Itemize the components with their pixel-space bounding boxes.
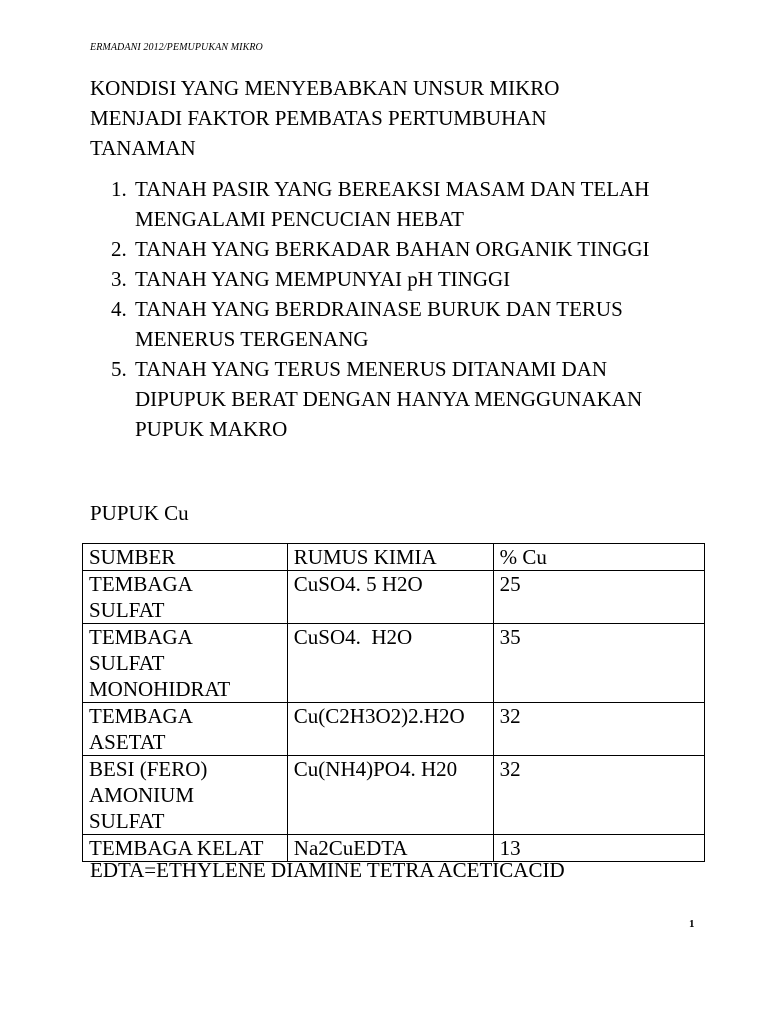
source-text: BESI (FERO)	[89, 757, 208, 781]
list-item-text: TANAH YANG TERUS MENERUS DITANAMI DAN	[135, 357, 608, 381]
table-row	[83, 624, 705, 703]
fertilizer-table	[82, 543, 705, 862]
list-item-text: TANAH YANG BERKADAR BAHAN ORGANIK TINGGI	[135, 237, 650, 261]
formula-cell: CuSO4. 5 H2O	[287, 571, 493, 624]
list-item-text: TANAH PASIR YANG BEREAKSI MASAM DAN TELAH	[135, 177, 650, 201]
column-header-percent: % Cu	[493, 544, 704, 571]
table-row	[83, 571, 705, 624]
source-text: TEMBAGA	[89, 572, 193, 596]
formula-cell: Cu(NH4)PO4. H20	[287, 756, 493, 835]
list-item-number: 2.	[111, 237, 127, 261]
source-text: SULFAT	[89, 598, 165, 622]
source-cell	[83, 703, 288, 756]
table-row	[83, 756, 705, 835]
document-title	[90, 73, 690, 163]
list-item	[90, 354, 710, 444]
percent-cell: 32	[493, 703, 704, 756]
table-row	[83, 703, 705, 756]
title-line: KONDISI YANG MENYEBABKAN UNSUR MIKRO	[90, 76, 560, 100]
page-number: 1	[689, 918, 695, 930]
list-item	[90, 294, 710, 354]
source-cell	[83, 756, 288, 835]
source-text: MONOHIDRAT	[89, 677, 231, 701]
list-item-number: 5.	[111, 357, 127, 381]
table-header-row	[83, 544, 705, 571]
formula-cell: Na2CuEDTA	[287, 835, 493, 862]
source-text: TEMBAGA	[89, 704, 193, 728]
list-item-text: PUPUK MAKRO	[135, 417, 288, 441]
table-footnote: EDTA=ETHYLENE DIAMINE TETRA ACETICACID	[90, 858, 565, 882]
formula-cell: Cu(C2H3O2)2.H2O	[287, 703, 493, 756]
list-item-text: DIPUPUK BERAT DENGAN HANYA MENGGUNAKAN	[135, 387, 643, 411]
list-item-text: TANAH YANG MEMPUNYAI pH TINGGI	[135, 267, 511, 291]
source-cell	[83, 624, 288, 703]
column-header-formula: RUMUS KIMIA	[287, 544, 493, 571]
formula-text: CuSO4. H2O	[293, 625, 413, 649]
table-title: PUPUK Cu	[90, 501, 189, 525]
list-item	[90, 264, 710, 294]
list-item-text: MENERUS TERGENANG	[135, 327, 369, 351]
source-text: ASETAT	[89, 730, 166, 754]
source-text: SULFAT	[89, 651, 165, 675]
list-item	[90, 234, 710, 264]
percent-cell: 25	[493, 571, 704, 624]
source-text: TEMBAGA KELAT	[89, 836, 264, 860]
source-text: TEMBAGA	[89, 625, 193, 649]
percent-cell: 13	[493, 835, 704, 862]
list-item-number: 1.	[111, 177, 127, 201]
source-text: AMONIUM	[89, 783, 194, 807]
column-header-source: SUMBER	[83, 544, 288, 571]
list-item-text: TANAH YANG BERDRAINASE BURUK DAN TERUS	[135, 297, 623, 321]
list-item	[90, 174, 710, 234]
title-line: TANAMAN	[90, 136, 196, 160]
list-item-text: MENGALAMI PENCUCIAN HEBAT	[135, 207, 464, 231]
formula-cell	[287, 624, 493, 703]
source-cell	[83, 571, 288, 624]
title-line: MENJADI FAKTOR PEMBATAS PERTUMBUHAN	[90, 106, 547, 130]
source-text: SULFAT	[89, 809, 165, 833]
percent-cell: 35	[493, 624, 704, 703]
list-item-number: 4.	[111, 297, 127, 321]
page-header: ERMADANI 2012/PEMUPUKAN MIKRO	[90, 42, 263, 53]
list-item-number: 3.	[111, 267, 127, 291]
percent-cell: 32	[493, 756, 704, 835]
conditions-list	[90, 174, 710, 444]
